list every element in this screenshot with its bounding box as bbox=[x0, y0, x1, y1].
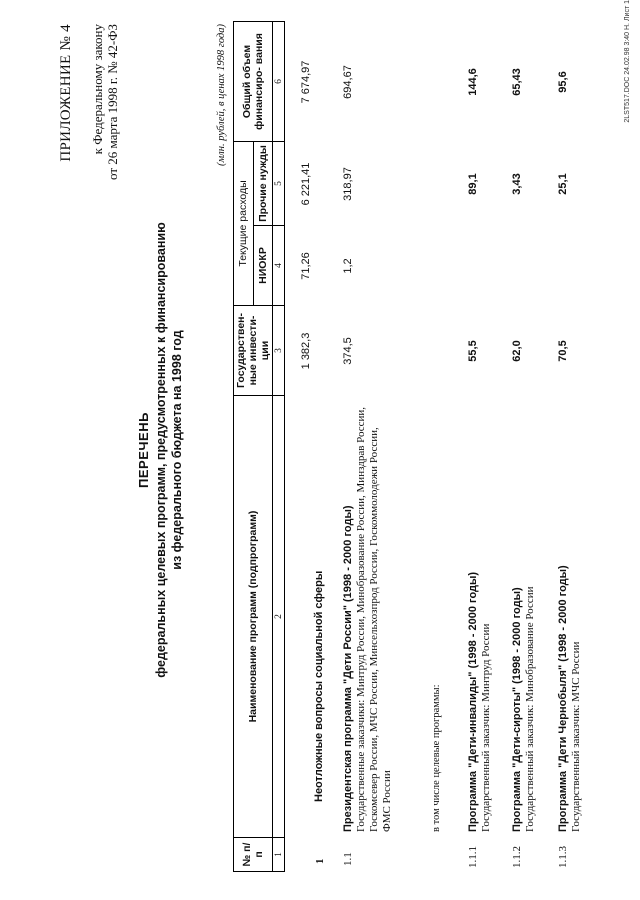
col-header-num: № п/п bbox=[234, 838, 273, 872]
header-table bbox=[233, 21, 285, 872]
file-footer: 2LST517.DOC 24.02.98 3:40 Н. Лист 1 bbox=[624, 0, 631, 123]
program-customers: Государственный заказчик: Минобразование России bbox=[524, 586, 536, 832]
row-gov-invest: 62,0 bbox=[511, 340, 523, 362]
program-customers: Государственный заказчик: Минтруд России bbox=[480, 623, 492, 832]
section-name: Неотложные вопросы социальной сферы bbox=[313, 570, 325, 802]
program-entry bbox=[511, 402, 537, 832]
document-title: ПЕРЕЧЕНЬ bbox=[136, 412, 151, 488]
document-subtitle-line1: федеральных целевых программ, предусмотренных к финансированию bbox=[154, 222, 168, 678]
column-number: 4 bbox=[273, 226, 285, 306]
annex-label: ПРИЛОЖЕНИЕ № 4 bbox=[58, 24, 74, 162]
law-reference-line1: к Федеральному закону bbox=[90, 24, 105, 155]
program-name: Программа "Дети-сироты" (1998 - 2000 годы) bbox=[511, 587, 523, 832]
row-niokr: 1,2 bbox=[342, 258, 354, 274]
table-body bbox=[300, 22, 620, 872]
units-note: (млн. рублей, в ценах 1998 года) bbox=[216, 24, 227, 167]
document-subtitle-line2: из федерального бюджета на 1998 год bbox=[170, 330, 184, 570]
section-other: 6 221,41 bbox=[300, 162, 312, 206]
row-number: 1.1 bbox=[342, 852, 354, 866]
col-header-gov-invest: Государствен- ные инвести- ции bbox=[234, 306, 273, 396]
row-number: 1.1.1 bbox=[467, 846, 479, 868]
program-entry bbox=[557, 402, 583, 832]
row-gov-invest: 70,5 bbox=[557, 340, 569, 362]
row-gov-invest: 55,5 bbox=[467, 340, 479, 362]
row-number: 1.1.2 bbox=[511, 846, 523, 868]
row-total: 694,67 bbox=[342, 65, 354, 99]
column-number: 2 bbox=[273, 396, 285, 838]
row-total: 65,43 bbox=[511, 68, 523, 96]
program-customers: Государственный заказчик: МЧС России bbox=[570, 641, 582, 832]
section-niokr: 71,26 bbox=[300, 252, 312, 280]
row-number: 1.1.3 bbox=[557, 846, 569, 868]
program-name: Программа "Дети Чернобыля" (1998 - 2000 годы) bbox=[557, 565, 569, 832]
program-entry bbox=[342, 402, 394, 832]
row-other: 25,1 bbox=[557, 173, 569, 195]
row-gov-invest: 374,5 bbox=[342, 337, 354, 365]
row-other: 89,1 bbox=[467, 173, 479, 195]
row-other: 3,43 bbox=[511, 173, 523, 195]
col-header-name: Наименование программ (подпрограмм) bbox=[234, 396, 273, 838]
col-header-niokr: НИОКР bbox=[253, 226, 273, 306]
section-gov-invest: 1 382,3 bbox=[300, 332, 312, 370]
col-header-current: Текущие расходы bbox=[234, 141, 254, 305]
law-reference-line2: от 26 марта 1998 г. № 42-ФЗ bbox=[105, 24, 120, 180]
section-number: 1 bbox=[314, 858, 326, 864]
row-other: 318,97 bbox=[342, 167, 354, 201]
row-total: 144,6 bbox=[467, 68, 479, 96]
column-number: 6 bbox=[273, 21, 285, 141]
program-entry bbox=[467, 402, 493, 832]
column-number: 1 bbox=[273, 838, 285, 872]
col-header-other: Прочие нужды bbox=[253, 141, 273, 225]
column-number: 3 bbox=[273, 306, 285, 396]
row-total: 95,6 bbox=[557, 71, 569, 93]
program-name: Программа "Дети-инвалиды" (1998 - 2000 годы) bbox=[467, 571, 479, 832]
column-number: 5 bbox=[273, 141, 285, 225]
program-customers: Государственные заказчики: Минтруд России, Минобразование России, Минздрав России, Госкомсевер России, МЧС России, Минсельхозпрод России, Госкоммолодежи России, ФМС России bbox=[355, 406, 393, 832]
section-total: 7 674,97 bbox=[300, 60, 312, 104]
col-header-total: Общий объем финансиро- вания bbox=[234, 21, 273, 141]
including-label: в том числе целевые программы: bbox=[431, 684, 442, 832]
program-name: Президентская программа "Дети России" (1998 - 2000 годы) bbox=[342, 505, 354, 832]
